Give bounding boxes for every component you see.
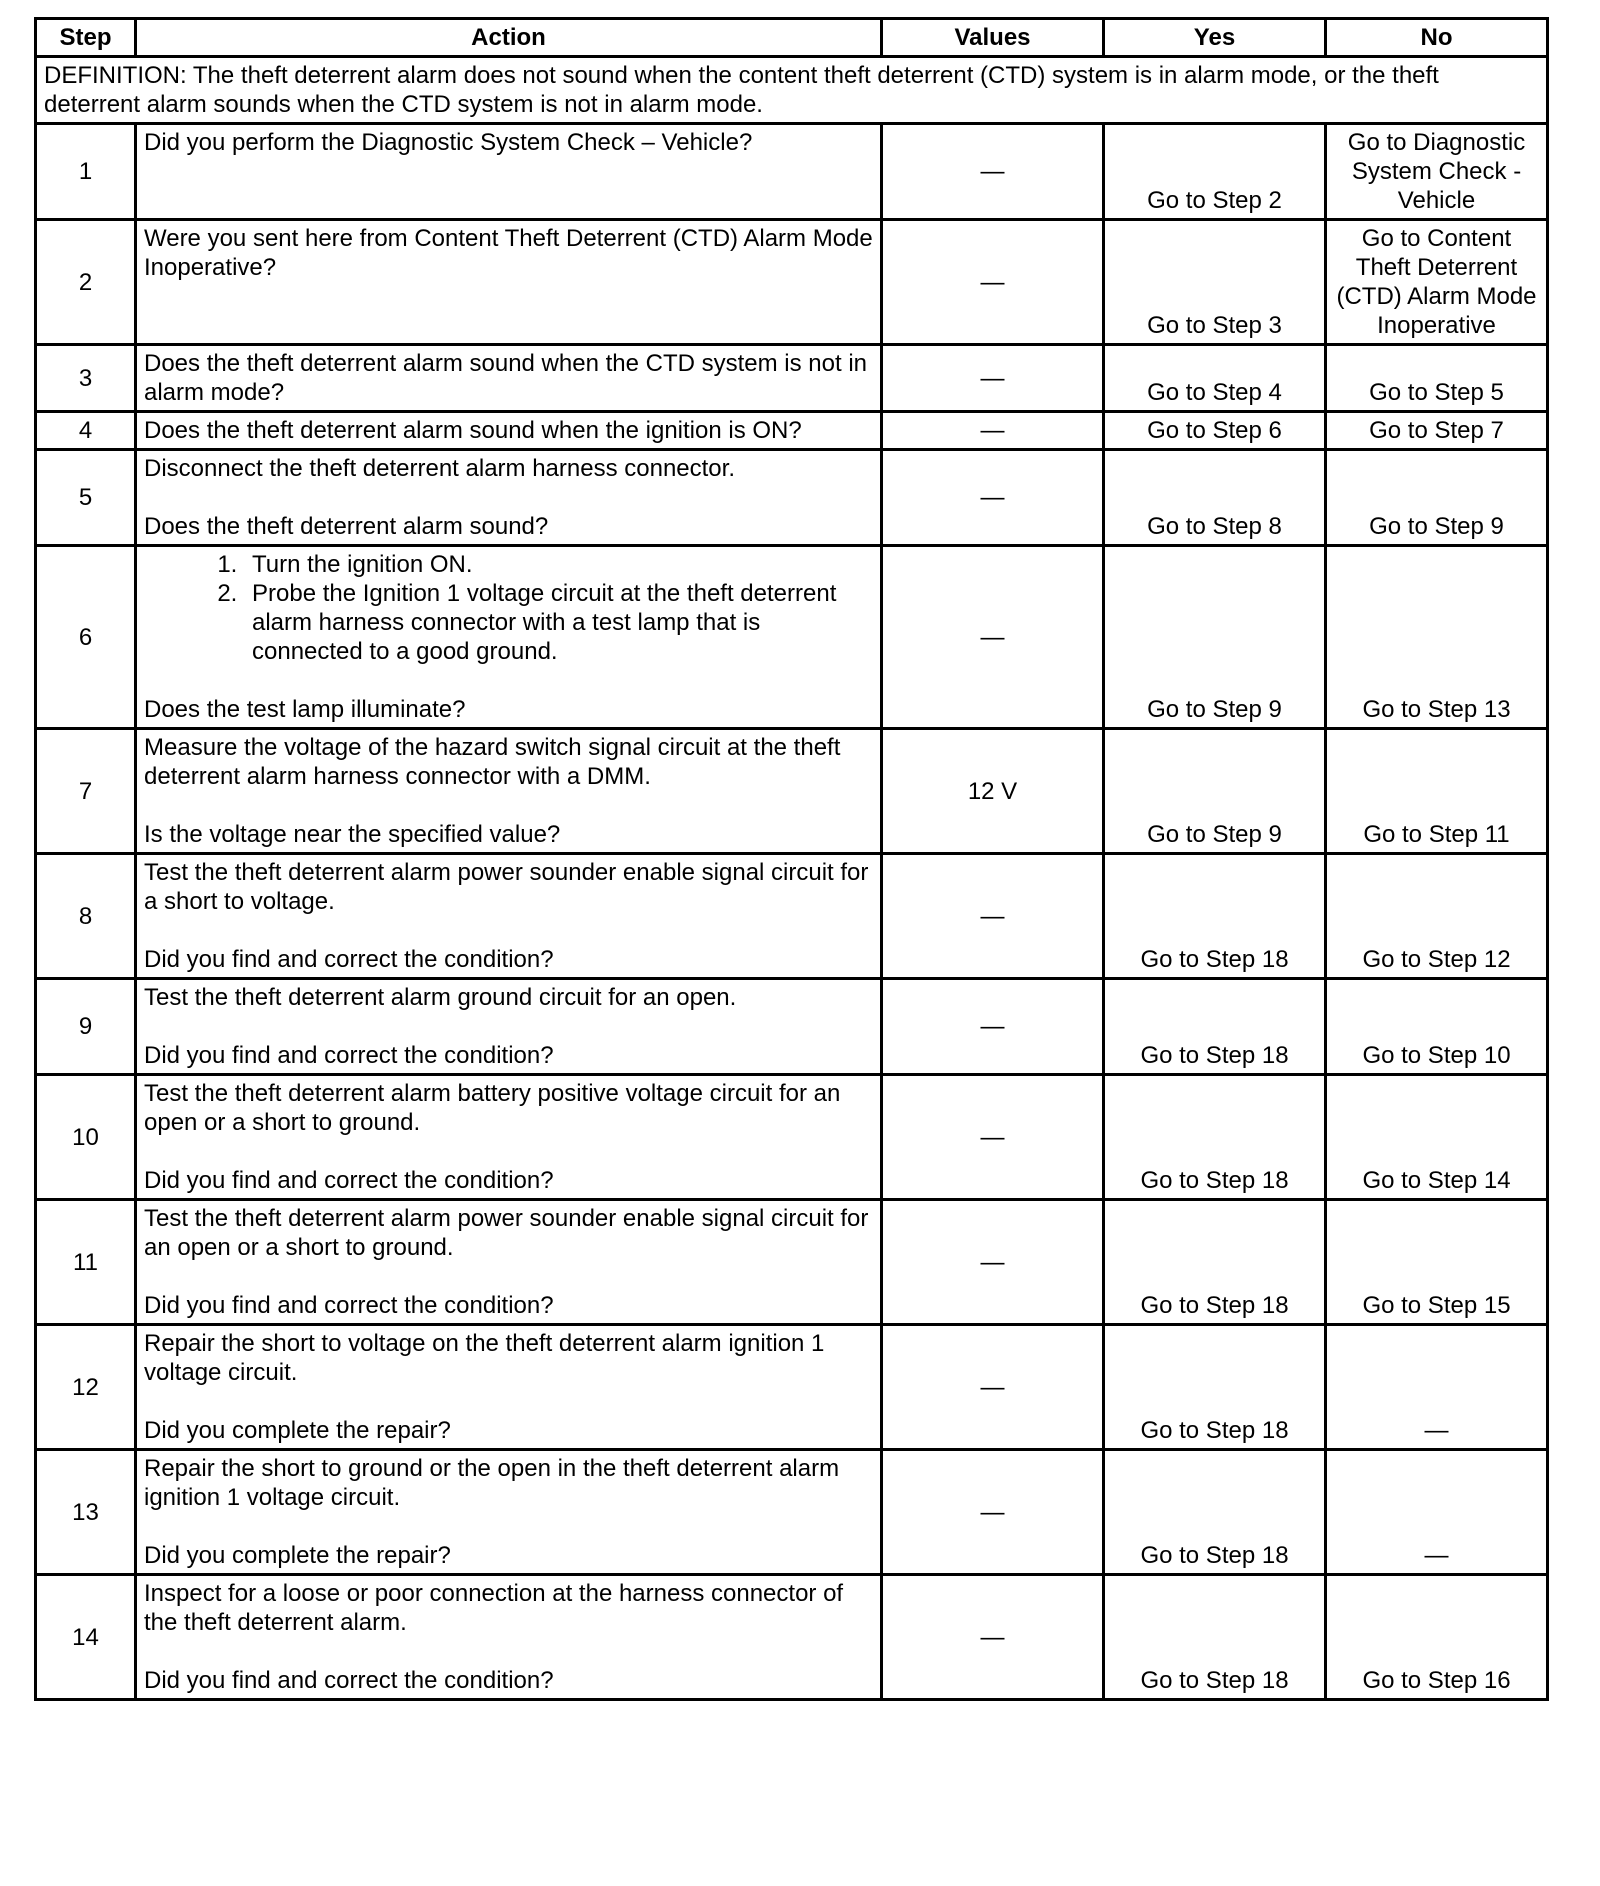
action-text: Were you sent here from Content Theft Deterrent (CTD) Alarm Mode Inoperative? bbox=[136, 220, 882, 345]
no-cell: Go to Diagnostic System Check - Vehicle bbox=[1326, 124, 1548, 220]
action-cell bbox=[136, 1200, 882, 1325]
action-question: Did you find and correct the condition? bbox=[144, 946, 554, 973]
yes-cell: Go to Step 18 bbox=[1104, 1325, 1326, 1450]
table-row bbox=[36, 124, 1548, 220]
yes-cell: Go to Step 18 bbox=[1104, 1450, 1326, 1575]
no-cell: Go to Step 14 bbox=[1326, 1075, 1548, 1200]
no-cell: — bbox=[1326, 1325, 1548, 1450]
header-values: Values bbox=[882, 19, 1104, 57]
yes-cell: Go to Step 3 bbox=[1104, 220, 1326, 345]
list-item: 2. Probe the Ignition 1 voltage circuit at the theft deterrent alarm harness connector with a test lamp that is connected to a good ground. bbox=[244, 579, 873, 666]
yes-cell: Go to Step 18 bbox=[1104, 1575, 1326, 1700]
value-cell: — bbox=[882, 1075, 1104, 1200]
table-row bbox=[36, 450, 1548, 546]
action-question: Did you complete the repair? bbox=[144, 1417, 451, 1444]
action-question: Did you find and correct the condition? bbox=[144, 1042, 554, 1069]
no-cell: Go to Step 15 bbox=[1326, 1200, 1548, 1325]
action-text: Measure the voltage of the hazard switch signal circuit at the theft deterrent alarm harness connector with a DMM. bbox=[144, 734, 841, 790]
action-cell bbox=[136, 729, 882, 854]
step-number: 6 bbox=[36, 546, 136, 729]
action-question: Is the voltage near the specified value? bbox=[144, 821, 561, 848]
action-question: Does the test lamp illuminate? bbox=[144, 696, 466, 723]
no-cell: Go to Step 7 bbox=[1326, 412, 1548, 450]
value-cell: — bbox=[882, 546, 1104, 729]
action-cell bbox=[136, 854, 882, 979]
table-row bbox=[36, 1200, 1548, 1325]
step-number: 13 bbox=[36, 1450, 136, 1575]
yes-cell: Go to Step 9 bbox=[1104, 546, 1326, 729]
table-row bbox=[36, 1450, 1548, 1575]
yes-cell: Go to Step 8 bbox=[1104, 450, 1326, 546]
value-cell: — bbox=[882, 1575, 1104, 1700]
no-cell: Go to Step 16 bbox=[1326, 1575, 1548, 1700]
action-text: Repair the short to ground or the open in the theft deterrent alarm ignition 1 voltage circuit. bbox=[144, 1455, 840, 1511]
action-question: Did you complete the repair? bbox=[144, 1542, 451, 1569]
action-text: Test the theft deterrent alarm power sounder enable signal circuit for a short to voltage. bbox=[144, 859, 869, 915]
step-number: 12 bbox=[36, 1325, 136, 1450]
step-number: 11 bbox=[36, 1200, 136, 1325]
no-cell: Go to Step 9 bbox=[1326, 450, 1548, 546]
table-row bbox=[36, 546, 1548, 729]
yes-cell: Go to Step 18 bbox=[1104, 1200, 1326, 1325]
action-cell bbox=[136, 1575, 882, 1700]
header-step: Step bbox=[36, 19, 136, 57]
no-cell: — bbox=[1326, 1450, 1548, 1575]
action-question: Did you find and correct the condition? bbox=[144, 1167, 554, 1194]
step-number: 7 bbox=[36, 729, 136, 854]
value-cell: — bbox=[882, 979, 1104, 1075]
action-cell bbox=[136, 546, 882, 729]
action-text: Test the theft deterrent alarm battery positive voltage circuit for an open or a short to ground. bbox=[144, 1080, 841, 1136]
action-question: Did you find and correct the condition? bbox=[144, 1292, 554, 1319]
table-row bbox=[36, 220, 1548, 345]
header-action: Action bbox=[136, 19, 882, 57]
value-cell: — bbox=[882, 1450, 1104, 1575]
action-text: Did you perform the Diagnostic System Check – Vehicle? bbox=[136, 124, 882, 220]
step-number: 3 bbox=[36, 345, 136, 412]
table-row bbox=[36, 1325, 1548, 1450]
action-question: Did you find and correct the condition? bbox=[144, 1667, 554, 1694]
step-number: 8 bbox=[36, 854, 136, 979]
action-text: Test the theft deterrent alarm ground circuit for an open. bbox=[144, 984, 737, 1011]
value-cell: — bbox=[882, 412, 1104, 450]
yes-cell: Go to Step 18 bbox=[1104, 1075, 1326, 1200]
action-question: Does the theft deterrent alarm sound? bbox=[144, 513, 549, 540]
table-row bbox=[36, 1575, 1548, 1700]
action-text: Does the theft deterrent alarm sound when the CTD system is not in alarm mode? bbox=[136, 345, 882, 412]
step-number: 14 bbox=[36, 1575, 136, 1700]
yes-cell: Go to Step 9 bbox=[1104, 729, 1326, 854]
step-number: 5 bbox=[36, 450, 136, 546]
definition-row bbox=[36, 57, 1548, 124]
value-cell: — bbox=[882, 1325, 1104, 1450]
definition-text: DEFINITION: The theft deterrent alarm does not sound when the content theft deterrent (CTD) system is in alarm mode, or the theft deterrent alarm sounds when the CTD system is not in alarm mode. bbox=[36, 57, 1548, 124]
step-number: 1 bbox=[36, 124, 136, 220]
yes-cell: Go to Step 6 bbox=[1104, 412, 1326, 450]
action-text: Does the theft deterrent alarm sound when the ignition is ON? bbox=[136, 412, 882, 450]
header-yes: Yes bbox=[1104, 19, 1326, 57]
step-number: 2 bbox=[36, 220, 136, 345]
action-text: Repair the short to voltage on the theft deterrent alarm ignition 1 voltage circuit. bbox=[144, 1330, 825, 1386]
yes-cell: Go to Step 2 bbox=[1104, 124, 1326, 220]
action-text: Inspect for a loose or poor connection at the harness connector of the theft deterrent alarm. bbox=[144, 1580, 844, 1636]
yes-cell: Go to Step 4 bbox=[1104, 345, 1326, 412]
no-cell: Go to Step 5 bbox=[1326, 345, 1548, 412]
header-no: No bbox=[1326, 19, 1548, 57]
no-cell: Go to Step 10 bbox=[1326, 979, 1548, 1075]
table-row bbox=[36, 854, 1548, 979]
value-cell: — bbox=[882, 345, 1104, 412]
value-cell: — bbox=[882, 854, 1104, 979]
action-cell bbox=[136, 1450, 882, 1575]
no-cell: Go to Content Theft Deterrent (CTD) Alarm Mode Inoperative bbox=[1326, 220, 1548, 345]
table-row bbox=[36, 979, 1548, 1075]
action-text: Disconnect the theft deterrent alarm harness connector. bbox=[144, 455, 735, 482]
value-cell: — bbox=[882, 220, 1104, 345]
action-cell bbox=[136, 1325, 882, 1450]
action-cell bbox=[136, 450, 882, 546]
diagnostic-table bbox=[34, 17, 1549, 1701]
value-cell: 12 V bbox=[882, 729, 1104, 854]
list-item: 1. Turn the ignition ON. bbox=[244, 550, 873, 579]
yes-cell: Go to Step 18 bbox=[1104, 854, 1326, 979]
procedure-list bbox=[144, 550, 873, 666]
table-row bbox=[36, 412, 1548, 450]
no-cell: Go to Step 11 bbox=[1326, 729, 1548, 854]
step-number: 4 bbox=[36, 412, 136, 450]
table-row bbox=[36, 345, 1548, 412]
table-row bbox=[36, 729, 1548, 854]
value-cell: — bbox=[882, 450, 1104, 546]
action-text: Test the theft deterrent alarm power sounder enable signal circuit for an open or a short to ground. bbox=[144, 1205, 869, 1261]
action-cell bbox=[136, 1075, 882, 1200]
action-cell bbox=[136, 979, 882, 1075]
value-cell: — bbox=[882, 124, 1104, 220]
table-row bbox=[36, 1075, 1548, 1200]
no-cell: Go to Step 13 bbox=[1326, 546, 1548, 729]
header-row bbox=[36, 19, 1548, 57]
step-number: 9 bbox=[36, 979, 136, 1075]
no-cell: Go to Step 12 bbox=[1326, 854, 1548, 979]
yes-cell: Go to Step 18 bbox=[1104, 979, 1326, 1075]
value-cell: — bbox=[882, 1200, 1104, 1325]
step-number: 10 bbox=[36, 1075, 136, 1200]
